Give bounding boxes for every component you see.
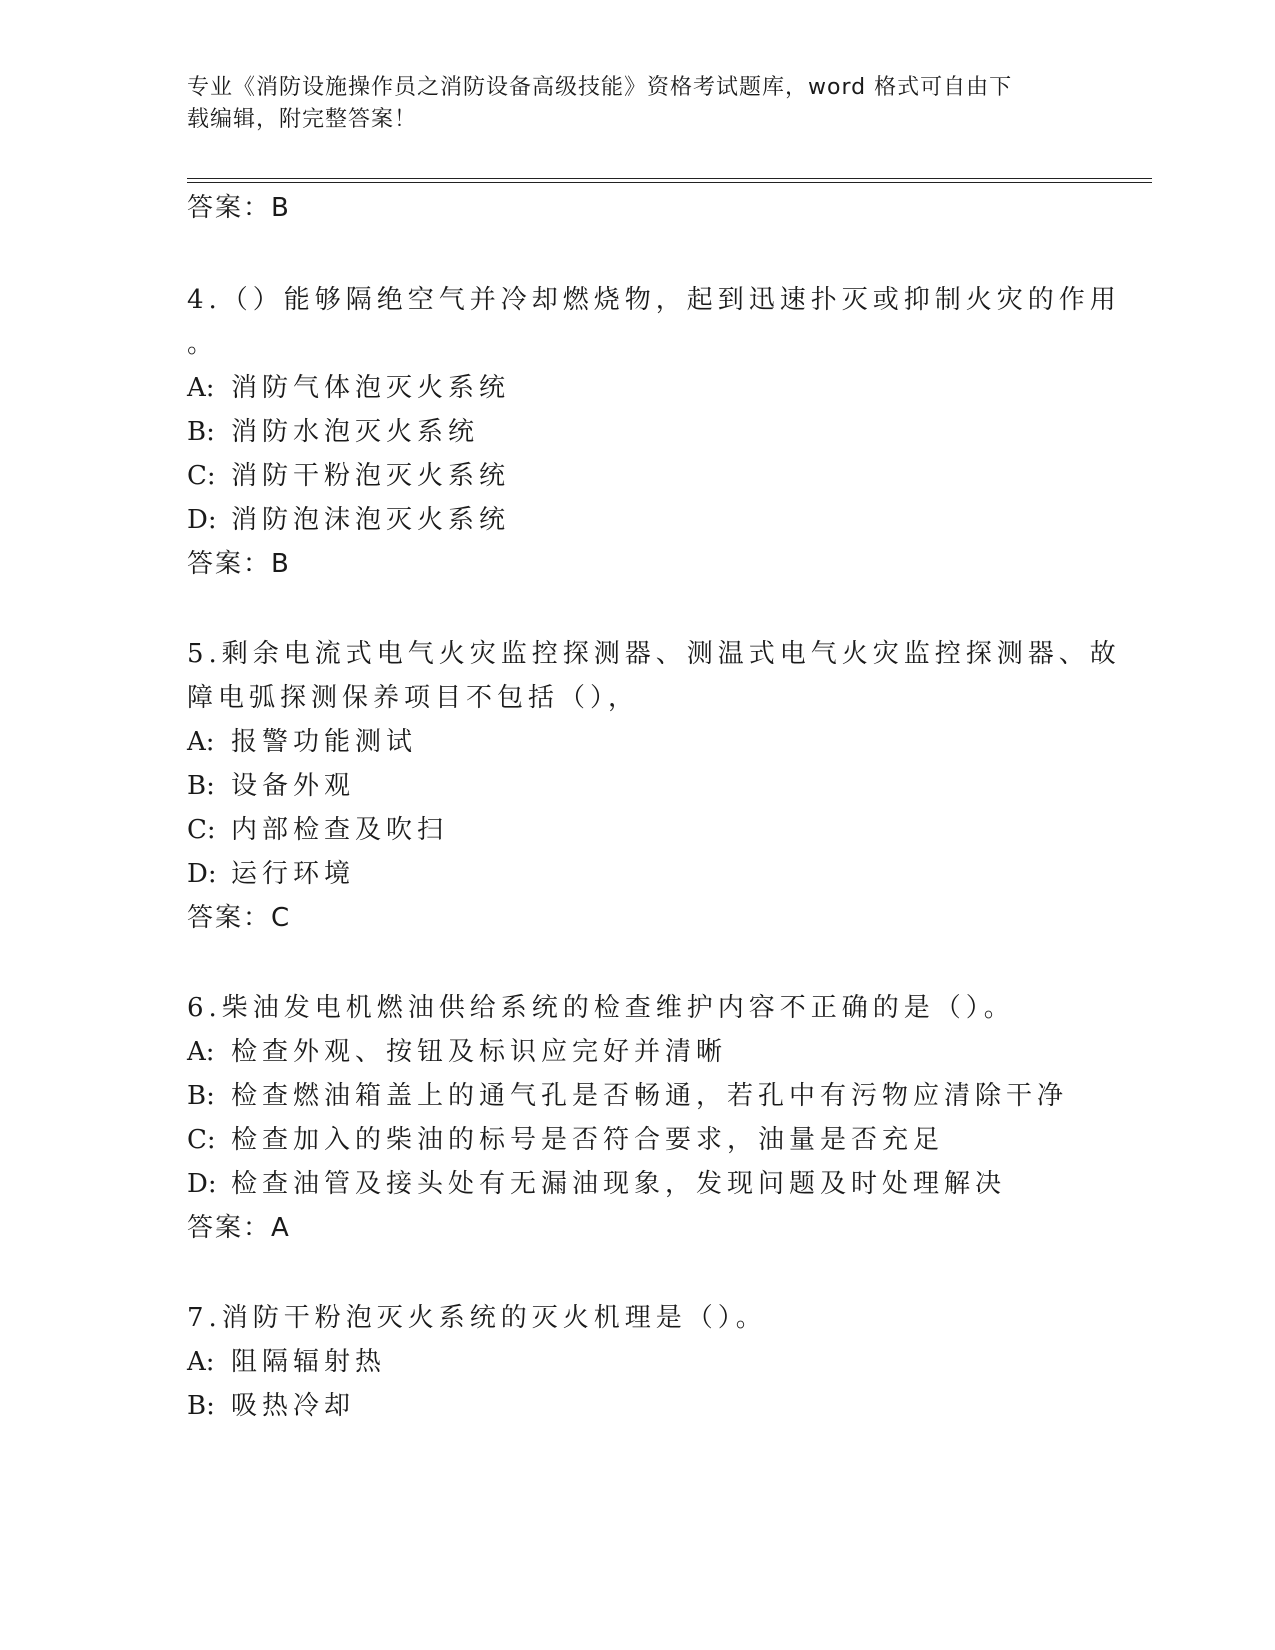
question-6-option-b <box>187 1079 1068 1113</box>
option-letter: D: <box>187 859 217 889</box>
option-letter: A: <box>187 373 215 403</box>
option-text: 消防泡沫泡灭火系统 <box>231 505 511 535</box>
question-4-stem: 4.（）能够隔绝空气并冷却燃烧物，起到迅速扑灭或抑制火灾的作用 <box>187 285 1121 315</box>
option-letter: C: <box>187 815 216 845</box>
option-letter: A: <box>187 1037 215 1067</box>
question-6-option-c <box>187 1123 944 1157</box>
option-text: 阻隔辐射热 <box>231 1347 387 1377</box>
header-rule-top <box>187 178 1152 179</box>
question-4-option-d <box>187 503 510 537</box>
header-rule-bottom <box>187 182 1152 183</box>
option-letter: D: <box>187 1169 217 1199</box>
option-text: 检查外观、按钮及标识应完好并清晰 <box>231 1037 728 1067</box>
header-line-1: 专业《消防设施操作员之消防设备高级技能》资格考试题库，word 格式可自由下 <box>187 75 1013 100</box>
option-text: 消防气体泡灭火系统 <box>231 373 511 403</box>
question-5-stem-cont: 障电弧探测保养项目不包括（）， <box>187 683 640 713</box>
question-4-option-c <box>187 459 510 493</box>
question-5-answer: 答案：C <box>187 903 292 933</box>
option-text: 消防干粉泡灭火系统 <box>231 461 511 491</box>
question-5-option-b <box>187 769 355 803</box>
option-text: 内部检查及吹扫 <box>231 815 449 845</box>
question-7-stem: 7.消防干粉泡灭火系统的灭火机理是（）。 <box>187 1303 767 1333</box>
option-text: 吸热冷却 <box>231 1391 356 1421</box>
option-letter: D: <box>187 505 217 535</box>
option-letter: B: <box>187 771 215 801</box>
document-header <box>187 72 1067 136</box>
option-text: 检查加入的柴油的标号是否符合要求，油量是否充足 <box>231 1125 945 1155</box>
option-letter: C: <box>187 461 216 491</box>
header-line-2: 载编辑，附完整答案！ <box>187 107 418 132</box>
question-7-option-b <box>187 1389 355 1423</box>
question-4-option-b <box>187 415 479 449</box>
question-6-stem: 6.柴油发电机燃油供给系统的检查维护内容不正确的是（）。 <box>187 993 1015 1023</box>
question-5-option-a <box>187 725 417 759</box>
option-letter: B: <box>187 417 215 447</box>
option-text: 检查燃油箱盖上的通气孔是否畅通，若孔中有污物应清除干净 <box>231 1081 1069 1111</box>
question-6-answer: 答案：A <box>187 1213 291 1243</box>
question-6-option-a <box>187 1035 727 1069</box>
answer-line: 答案：B <box>187 193 291 223</box>
question-5-stem: 5.剩余电流式电气火灾监控探测器、测温式电气火灾监控探测器、故 <box>187 639 1121 669</box>
option-text: 报警功能测试 <box>231 727 418 757</box>
question-4-stem-cont: 。 <box>187 329 219 359</box>
option-letter: B: <box>187 1391 215 1421</box>
option-text: 检查油管及接头处有无漏油现象，发现问题及时处理解决 <box>231 1169 1007 1199</box>
option-text: 消防水泡灭火系统 <box>231 417 480 447</box>
option-letter: C: <box>187 1125 216 1155</box>
option-text: 设备外观 <box>231 771 356 801</box>
option-letter: B: <box>187 1081 215 1111</box>
option-letter: A: <box>187 727 215 757</box>
question-6-option-d <box>187 1167 1006 1201</box>
question-7-option-a <box>187 1345 386 1379</box>
question-5-option-d <box>187 857 355 891</box>
question-4-option-a <box>187 371 510 405</box>
option-text: 运行环境 <box>231 859 356 889</box>
option-letter: A: <box>187 1347 215 1377</box>
question-5-option-c <box>187 813 448 847</box>
question-4-answer: 答案：B <box>187 549 291 579</box>
